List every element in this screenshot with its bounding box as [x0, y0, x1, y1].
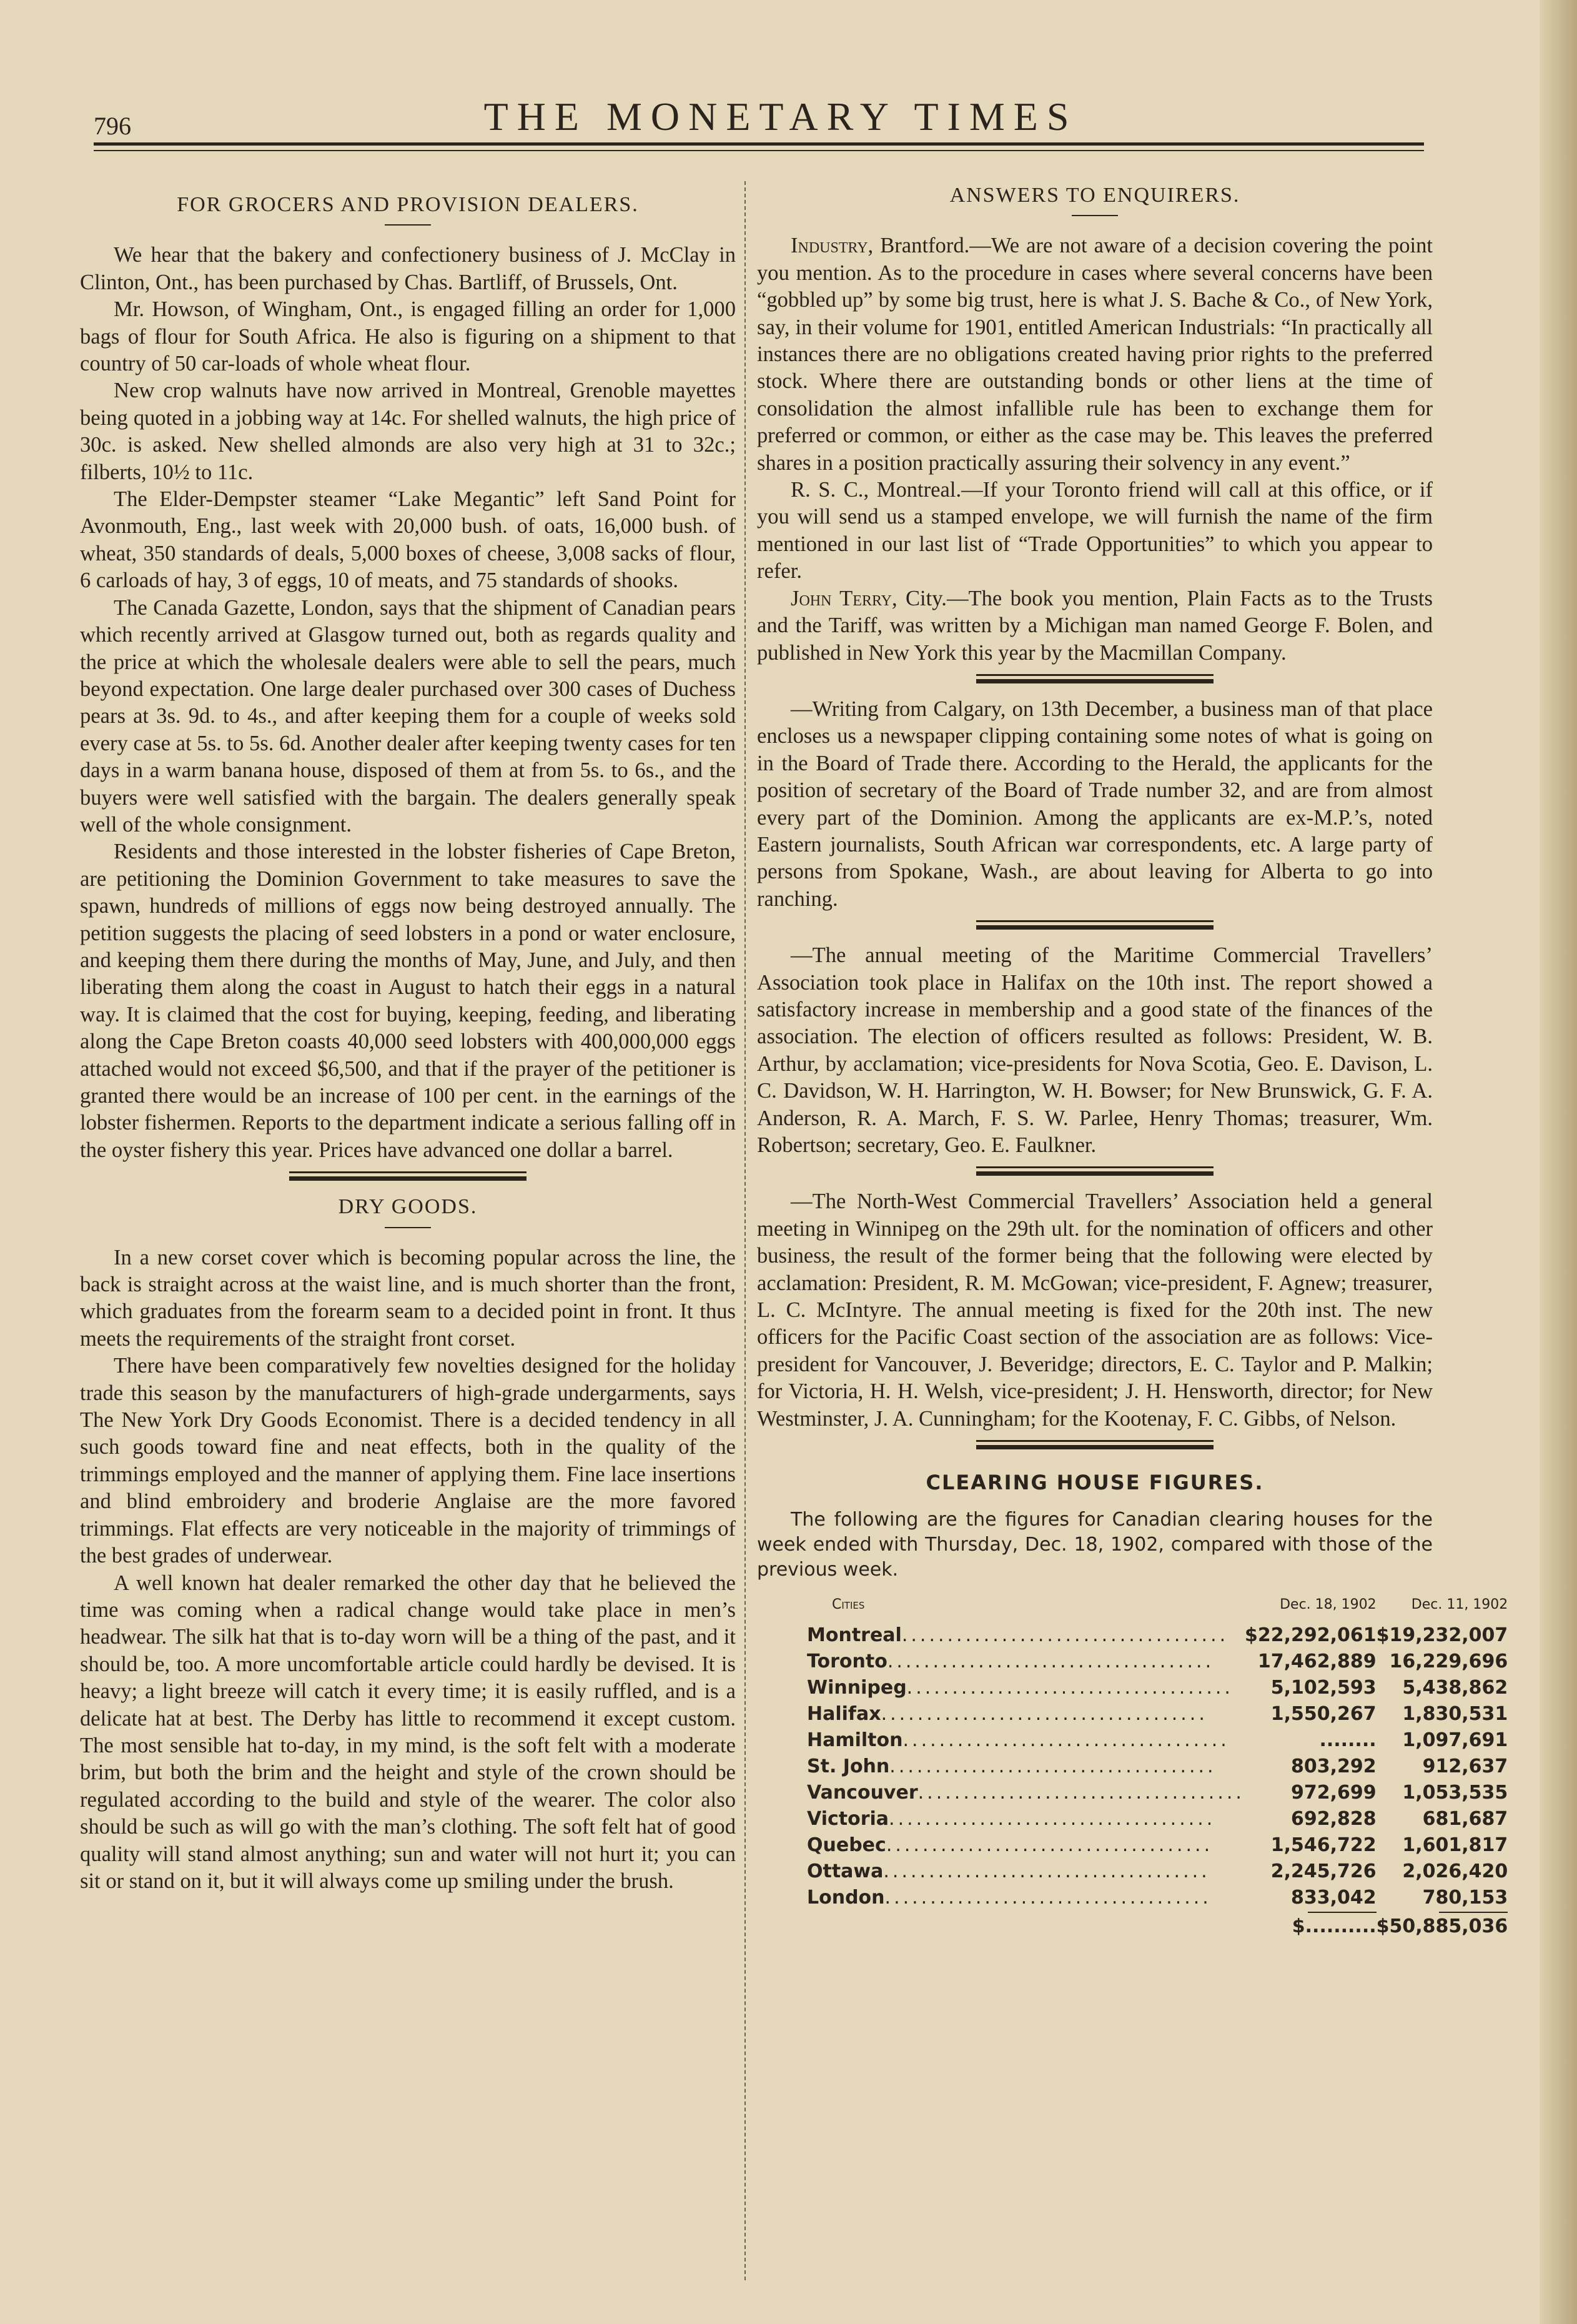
city-name: Ottawa: [807, 1860, 884, 1882]
masthead-rule-thin: [94, 150, 1424, 151]
city-name: Montreal: [807, 1624, 902, 1646]
paper-title: THE MONETARY TIMES: [483, 94, 1078, 139]
article-paragraph: The Elder-Dempster steamer “Lake Megantic” left Sand Point for Avonmouth, Eng., last week with 20,000 bush. of oats, 16,000 bush. of wheat, 350 standards of deals, 5,000 boxes of cheese, 3,008 sacks of flour, 6 carloads of hay, 3 of eggs, 10 of meats, and 75 standards of shooks.: [80, 487, 736, 593]
city-name: Vancouver: [807, 1781, 918, 1804]
city-cell: Winnipeg....................................: [807, 1676, 1233, 1699]
table-row: [807, 1832, 1508, 1859]
city-name: London: [807, 1886, 885, 1909]
table-row: [807, 1675, 1508, 1701]
article-paragraph: New crop walnuts have now arrived in Montreal, Grenoble mayettes being quoted in a jobbing way at 14c. For shelled walnuts, the high price of 30c. is asked. New shelled almonds are also very high at 31 to 32c.; filberts, 10½ to 11c.: [80, 379, 736, 484]
city-cell: Halifax....................................: [807, 1702, 1208, 1725]
masthead: [94, 94, 1436, 144]
answer-text: , City.—The book you mention, Plain Facts as to the Trusts and the Tariff, was written by a Michigan man named George F. Bolen, and published in New York this year by the Macmillan Company.: [757, 586, 1433, 665]
grocers-heading: FOR GROCERS AND PROVISION DEALERS.: [177, 193, 639, 216]
calgary-item: —Writing from Calgary, on 13th December, a business man of that place encloses us a newspaper clipping containing some notes of what is going on in the Board of Trade there. According to the Herald, the applicants for the position of secretary of the Board of Trade number 32, and are from almost every part of the Dominion. Among the applicants are ex-M.P.’s, noted Eastern journalists, South African war correspondents, etc. A large party of persons from Spokane, Wash., are about leaving for Alberta to go into ranching.: [757, 697, 1433, 911]
clearing-table: [807, 1591, 1508, 1939]
value-dec11: 1,053,535: [1402, 1781, 1508, 1804]
heading-dash: [385, 1227, 431, 1228]
table-header-row: [807, 1591, 1508, 1622]
article-paragraph: Mr. Howson, of Wingham, Ont., is engaged filling an order for 1,000 bags of flour for South Africa. He also is figuring on a shipment to that country of 50 car-loads of whole wheat flour.: [80, 297, 736, 376]
enquirer-name: Industry: [791, 234, 868, 258]
sum-rule: [1439, 1912, 1508, 1913]
total-dec18: $..........: [1292, 1915, 1377, 1937]
value-dec11: $19,232,007: [1376, 1624, 1508, 1646]
section-rule: [976, 1166, 1214, 1176]
masthead-rule: [94, 142, 1424, 146]
column-header-dec11: Dec. 11, 1902: [1411, 1597, 1508, 1613]
enquirer-name: John Terry: [791, 586, 892, 610]
value-dec18: 833,042: [1290, 1886, 1377, 1909]
right-column: [757, 172, 1508, 1940]
enquiry-answer: [757, 477, 1433, 585]
city-cell: Victoria....................................: [807, 1807, 1216, 1830]
value-dec11: 1,097,691: [1402, 1729, 1508, 1751]
answers-heading: ANSWERS TO ENQUIRERS.: [949, 184, 1240, 207]
city-name: Quebec: [807, 1834, 886, 1856]
total-dec11: $50,885,036: [1376, 1915, 1508, 1937]
table-row: [807, 1622, 1508, 1649]
section-rule: [289, 1171, 526, 1181]
column-header-dec18: Dec. 18, 1902: [1280, 1597, 1377, 1613]
column-header-cities: Cities: [832, 1597, 865, 1613]
city-cell: St. John....................................: [807, 1755, 1217, 1777]
table-row: [807, 1701, 1508, 1727]
table-row: [807, 1727, 1508, 1754]
value-dec11: 1,830,531: [1402, 1702, 1508, 1725]
table-row: [807, 1806, 1508, 1832]
value-dec18: 17,462,889: [1257, 1650, 1377, 1672]
article-paragraph: Residents and those interested in the lobster fisheries of Cape Breton, are petitioning the Dominion Government to take measures to save the spawn, hundreds of millions of eggs now being destroyed annually. The petition suggests the placing of seed lobsters in a pond or water enclosure, and keeping them there during the months of May, June, and July, and then liberating them along the coast in August to hatch their eggs in a natural way. It is claimed that the cost for buying, keeping, feeding, and liberating along the Cape Breton coasts 40,000 seed lobsters with 400,000,000 eggs attached would not exceed $6,500, and that if the prayer of the petitioner is granted there would be an increase of 100 per cent. in the earnings of the lobster fishermen. Reports to the department indicate a serious falling off in the oyster fishery this year. Prices have advanced one dollar a barrel.: [80, 840, 736, 1162]
article-paragraph: There have been comparatively few novelties designed for the holiday trade this season by the manufacturers of high-grade undergarments, says The New York Dry Goods Economist. There is a decided tendency in all such goods toward fine and neat effects, both in the quality of the trimmings employed and the manner of applying them. Fine lace insertions and blind embroidery and broderie Anglaise are the more favored trimmings. Flat effects are very noticeable in the majority of trimmings of the best grades of underwear.: [80, 1354, 736, 1568]
binding-shadow: [1540, 0, 1577, 2324]
answer-text: , Brantford.—We are not aware of a decision covering the point you mention. As to the procedure in cases where several concerns have been “gobbled up” by some big trust, here is what J. S. Bache & Co., of New York, say, in their volume for 1901, entitled American Industrials: “In practically all instances there are no obligations created having prior rights to the preferred stock. Where there are outstanding bonds or other liens at the time of consolidation the almost infallible rule has been to exchange them for preferred or common, or either as the case may be. This leaves the preferred shares in a position practically assuring their solvency in any event.”: [757, 234, 1433, 475]
city-name: Toronto: [807, 1650, 887, 1672]
enquiry-answer: [757, 585, 1433, 667]
answer-text: , Montreal.—If your Toronto friend will call at this office, or if you will send us a stamped envelope, we will furnish the name of the firm mentioned in our last list of “Trade Opportunities” to which you appear to refer.: [757, 478, 1433, 583]
value-dec11: 5,438,862: [1402, 1676, 1508, 1699]
city-cell: Ottawa....................................: [807, 1860, 1210, 1882]
value-dec18: $22,292,061: [1244, 1624, 1377, 1646]
clearing-heading: CLEARING HOUSE FIGURES.: [926, 1471, 1264, 1495]
column-divider: [744, 181, 746, 2280]
city-cell: Quebec....................................: [807, 1834, 1214, 1856]
enquiry-answer: [757, 232, 1433, 477]
table-row: [807, 1859, 1508, 1885]
value-dec18: 1,550,267: [1270, 1702, 1377, 1725]
city-name: Victoria: [807, 1807, 889, 1830]
table-row: [807, 1649, 1508, 1675]
value-dec18: ........: [1319, 1729, 1377, 1751]
value-dec18: 2,245,726: [1270, 1860, 1377, 1882]
value-dec11: 780,153: [1422, 1886, 1508, 1909]
table-row: [807, 1780, 1508, 1806]
clearing-intro: The following are the figures for Canadian clearing houses for the week ended with Thursday, Dec. 18, 1902, compared with those of the previous week.: [757, 1509, 1433, 1581]
article-paragraph: The Canada Gazette, London, says that the shipment of Canadian pears which recently arrived at Glasgow turned out, both as regards quality and the price at which the wholesale dealers were able to sell the pears, much beyond expectation. One large dealer purchased over 300 cases of Duchess pears at 3s. 9d. to 4s., and after keeping them for a couple of weeks sold every case at 5s. to 5s. 6d. Another dealer after keeping twenty cases for ten days in a warm banana house, disposed of them at from 5s. to 6s., and the buyers were well satisfied with the bargain. The dealers generally speak well of the whole consignment.: [80, 595, 736, 837]
value-dec18: 803,292: [1290, 1755, 1377, 1777]
table-row: [807, 1754, 1508, 1780]
maritime-item: —The annual meeting of the Maritime Commercial Travellers’ Association took place in Halifax on the 10th inst. The report showed a satisfactory increase in membership and a good state of the finances of the association. The election of officers resulted as follows: President, W. B. Arthur, by acclamation; vice-presidents for Nova Scotia, Geo. E. Davison, L. C. Davidson, W. H. Harrington, W. H. Bowser; for New Brunswick, G. F. A. Anderson, R. A. March, F. S. W. Parlee, Henry Thomas; treasurer, Wm. Robertson; secretary, Geo. E. Faulkner.: [757, 943, 1433, 1157]
northwest-item: —The North-West Commercial Travellers’ Association held a general meeting in Winnipeg on the 29th ult. for the nomination of officers and other business, the result of the former being that the following were elected by acclamation: President, R. M. McGowan; vice-president, F. Agnew; treasurer, L. C. McIntyre. The annual meeting is fixed for the 20th inst. The new officers for the Pacific Coast section of the association are as follows: Vice-president for Vancouver, J. Beveridge; directors, E. C. Taylor and P. Malkin; for Victoria, H. H. Welsh, vice-president; J. H. Hensworth, director; for New Westminster, J. A. Cunningham; for the Kootenay, F. C. Gibbs, of Nelson.: [757, 1189, 1433, 1431]
section-rule: [976, 1440, 1214, 1449]
city-cell: Hamilton....................................: [807, 1729, 1230, 1751]
value-dec18: 692,828: [1290, 1807, 1377, 1830]
city-cell: London....................................: [807, 1886, 1212, 1909]
value-dec18: 5,102,593: [1270, 1676, 1377, 1699]
city-cell: Montreal....................................: [807, 1624, 1229, 1646]
value-dec11: 681,687: [1422, 1807, 1508, 1830]
value-dec11: 2,026,420: [1402, 1860, 1508, 1882]
city-name: Winnipeg: [807, 1676, 907, 1699]
city-cell: Vancouver....................................: [807, 1781, 1245, 1804]
heading-dash: [385, 224, 431, 226]
city-name: Halifax: [807, 1702, 881, 1725]
city-cell: Toronto....................................: [807, 1650, 1215, 1672]
left-column: [80, 181, 736, 1895]
page-number: 796: [94, 112, 131, 140]
article-paragraph: A well known hat dealer remarked the other day that he believed the time was coming when a radical change would take place in men’s headwear. The silk hat that is to-day worn will be a thing of the past, and it should be, too. A more uncomfortable article could hardly be devised. It is heavy; a light breeze will catch it every time; it is easily ruffled, and is a delicate hat at best. The Derby has little to recommend it except custom. The most sensible hat to-day, in my mind, is the soft felt with a moderate brim, but both the brim and the height and style of the crown should be regulated according to the build and style of the wearer. The color also should be such as will go with the man’s clothing. The soft felt hat of good quality will stand almost anything; sun and water will not hurt it; you can sit or stand on it, but it will always come up smiling under the brush.: [80, 1571, 736, 1893]
value-dec11: 912,637: [1422, 1755, 1508, 1777]
section-rule: [976, 920, 1214, 930]
table-row: [807, 1885, 1508, 1911]
section-rule: [976, 674, 1214, 683]
heading-dash: [1072, 215, 1118, 216]
sum-rule: [1308, 1912, 1377, 1913]
enquirer-name: R. S. C.: [791, 478, 864, 502]
article-paragraph: We hear that the bakery and confectionery business of J. McClay in Clinton, Ont., has been purchased by Chas. Bartliff, of Brussels, Ont.: [80, 243, 736, 294]
value-dec11: 16,229,696: [1389, 1650, 1508, 1672]
dry-goods-heading: DRY GOODS.: [338, 1195, 478, 1219]
total-row: [807, 1914, 1508, 1940]
city-name: Hamilton: [807, 1729, 903, 1751]
value-dec18: 972,699: [1290, 1781, 1377, 1804]
article-paragraph: In a new corset cover which is becoming popular across the line, the back is straight across at the waist line, and is much shorter than the front, which graduates from the forearm seam to a decided point in front. It thus meets the requirements of the straight front corset.: [80, 1245, 736, 1351]
value-dec11: 1,601,817: [1402, 1834, 1508, 1856]
value-dec18: 1,546,722: [1270, 1834, 1377, 1856]
city-name: St. John: [807, 1755, 890, 1777]
